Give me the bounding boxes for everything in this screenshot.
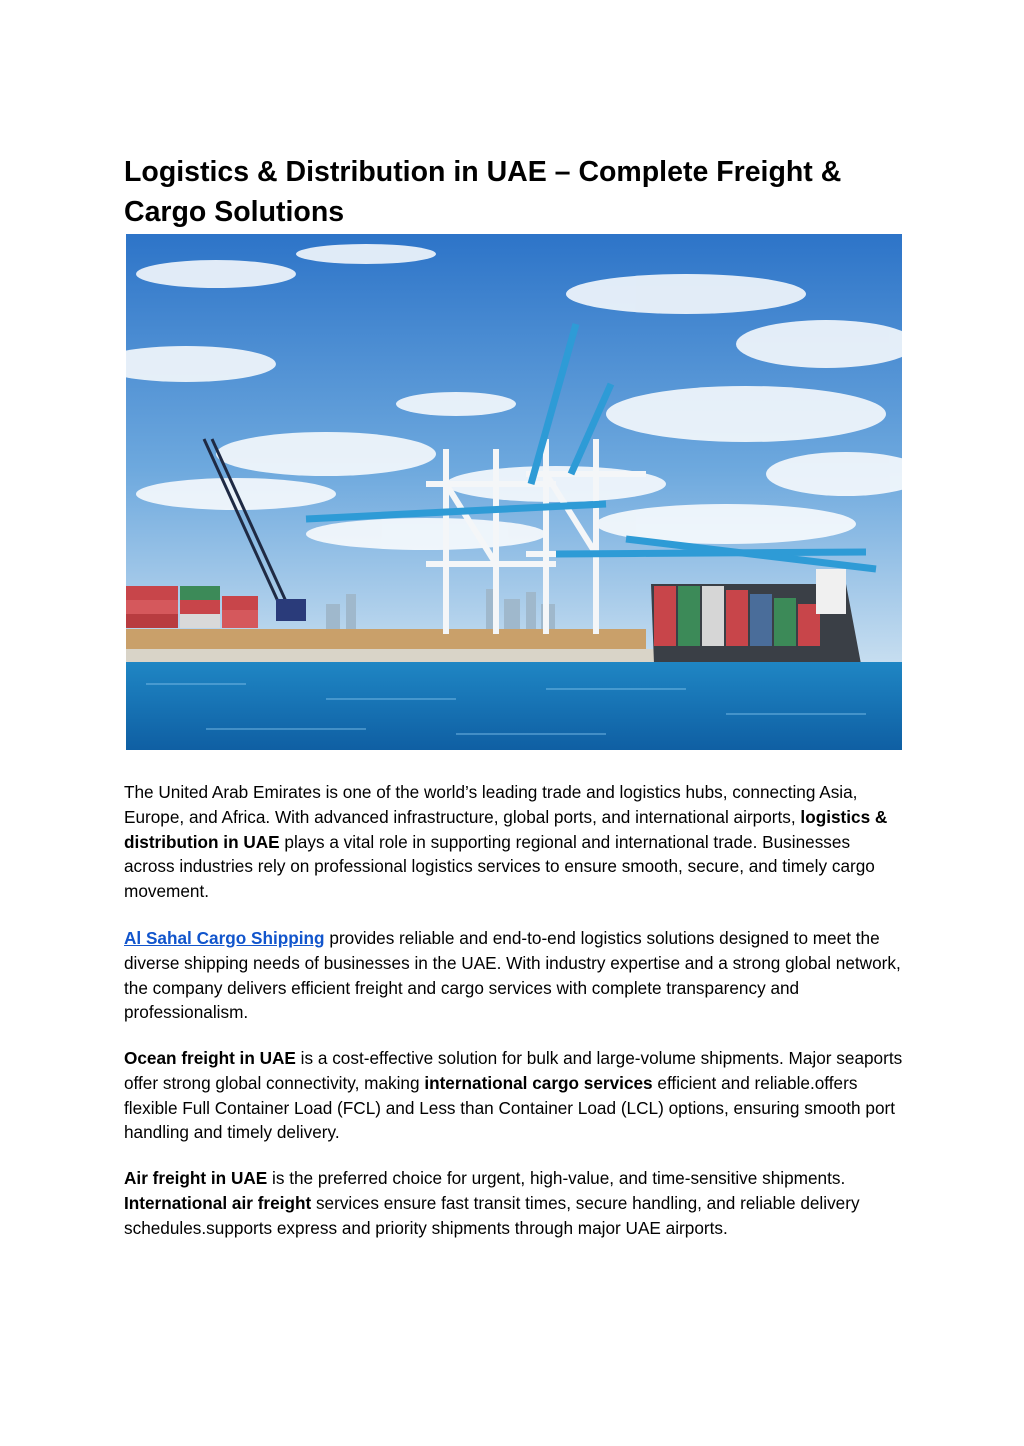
paragraph-text: is a cost-effective solution for bulk and large-volume shipments. Major seaports offer strong global connectivity, making [124,1048,903,1093]
ocean-freight-paragraph [124,1046,904,1145]
paragraph-text: The United Arab Emirates is one of the world’s leading trade and logistics hubs, connecting Asia, Europe, and Africa. With advanced infrastructure, global ports, and international airports, [124,782,858,827]
paragraph-text: efficient and reliable.offers flexible Full Container Load (FCL) and Less than Container Load (LCL) options, ensuring smooth port handling and timely delivery. [124,1072,896,1143]
company-paragraph [124,926,904,1025]
paragraph-text: provides reliable and end-to-end logistics solutions designed to meet the diverse shipping needs of businesses in the UAE. With industry expertise and a strong global network, the company delivers efficient freight and cargo services with complete transparency and professionalism. [124,928,901,1023]
paragraph-text: is the preferred choice for urgent, high-value, and time-sensitive shipments. [267,1168,846,1188]
bold-keyword: international cargo services [424,1072,653,1093]
page-title: Logistics & Distribution in UAE – Complete Freight & Cargo Solutions [124,156,842,228]
paragraph-text: services ensure fast transit times, secure handling, and reliable delivery schedules.supports express and priority shipments through major UAE airports. [124,1192,860,1238]
bold-keyword: Ocean freight in UAE [124,1048,296,1068]
paragraph-text: plays a vital role in supporting regional and international trade. Businesses across industries rely on professional logistics services to ensure smooth, secure, and timely cargo movement. [124,831,875,902]
port-container-cranes-photo [126,234,902,750]
air-freight-paragraph [124,1166,904,1240]
hero-image [126,234,902,750]
bold-keyword: logistics & distribution in UAE [124,806,888,852]
bold-keyword: International air freight [124,1192,312,1213]
bold-keyword: Air freight in UAE [124,1168,268,1188]
company-link[interactable]: Al Sahal Cargo Shipping [124,928,325,948]
intro-paragraph [124,780,904,904]
